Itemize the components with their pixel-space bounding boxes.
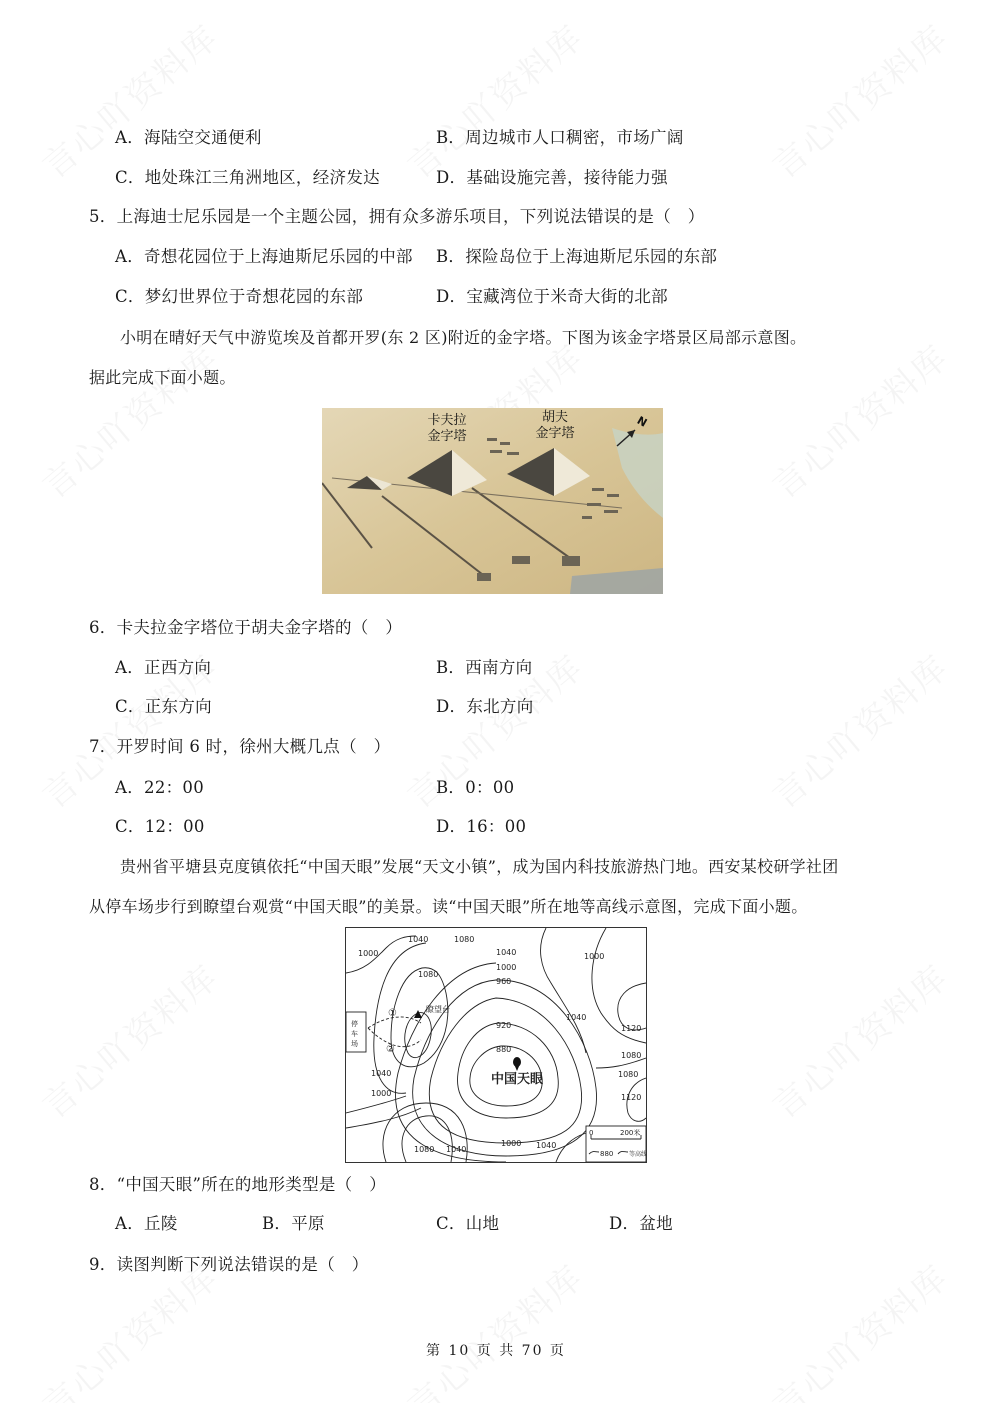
watermark [760, 951, 957, 1127]
watermark [760, 1251, 957, 1403]
passage-pyramid-line1: 小明在晴好天气中游览埃及首都开罗(东 2 区)附近的金字塔。下图为该金字塔景区局部示意图。 [120, 328, 807, 347]
q4-option-c: C．地处珠江三角洲地区，经济发达 [115, 168, 380, 187]
watermark [30, 951, 227, 1127]
svg-text:1120: 1120 [621, 1024, 642, 1033]
svg-text:1080: 1080 [621, 1051, 642, 1060]
q4-option-d: D．基础设施完善，接待能力强 [436, 168, 668, 187]
watermark [760, 331, 957, 507]
watermark [760, 11, 957, 187]
passage-pyramid-line2: 据此完成下面小题。 [89, 368, 236, 387]
svg-text:N: N [634, 413, 650, 430]
page-footer: 第 10 页 共 70 页 [426, 1343, 566, 1359]
scale-zero: 0 [589, 1129, 594, 1137]
q8-option-c: C．山地 [436, 1214, 500, 1233]
svg-text:1040: 1040 [566, 1013, 587, 1022]
q4-option-b: B．周边城市人口稠密，市场广阔 [436, 128, 684, 147]
q5-stem: 5．上海迪士尼乐园是一个主题公园，拥有众多游乐项目，下列说法错误的是（ ） [89, 207, 705, 226]
svg-text:1080: 1080 [418, 970, 439, 979]
pyramid-illustration [322, 408, 663, 594]
parking-label-2: 车 [351, 1030, 358, 1038]
khufu-label-line1: 胡夫 [541, 410, 569, 425]
q7-option-c: C．12：00 [115, 817, 205, 836]
watermark [395, 11, 592, 187]
q8-option-a: A．丘陵 [115, 1214, 178, 1233]
q8-option-b: B．平原 [262, 1214, 325, 1233]
svg-text:1040: 1040 [496, 948, 517, 957]
legend-contour-value: 880 [600, 1150, 614, 1158]
contour-map [345, 927, 647, 1163]
khafre-label-line2: 金字塔 [427, 429, 467, 444]
q5-option-a: A．奇想花园位于上海迪斯尼乐园的中部 [115, 247, 413, 266]
khufu-label-line2: 金字塔 [535, 426, 575, 441]
route-2-label: ② [386, 1044, 395, 1055]
fast-label: 中国天眼 [490, 1072, 544, 1087]
q6-option-b: B．西南方向 [436, 658, 533, 677]
q7-stem: 7．开罗时间 6 时，徐州大概几点（ ） [89, 737, 391, 756]
q7-option-d: D．16：00 [436, 817, 527, 836]
passage-fast-line2: 从停车场步行到瞭望台观赏“中国天眼”的美景。读“中国天眼”所在地等高线示意图，完成下面小题。 [89, 897, 808, 916]
svg-text:1040: 1040 [408, 935, 429, 944]
q5-option-b: B．探险岛位于上海迪斯尼乐园的东部 [436, 247, 718, 266]
q6-option-c: C．正东方向 [115, 697, 212, 716]
svg-text:1000: 1000 [501, 1139, 522, 1148]
q7-option-a: A．22：00 [115, 778, 205, 797]
watermark [395, 1251, 592, 1403]
svg-text:920: 920 [496, 1021, 512, 1030]
svg-text:1120: 1120 [621, 1093, 642, 1102]
passage-fast-line1: 贵州省平塘县克度镇依托“中国天眼”发展“天文小镇”，成为国内科技旅游热门地。西安某校研学社团 [120, 857, 839, 876]
route-1-label: ① [388, 1008, 397, 1019]
scale-end: 200米 [620, 1129, 641, 1137]
svg-text:1080: 1080 [414, 1145, 435, 1154]
svg-text:1040: 1040 [536, 1141, 557, 1150]
q6-option-d: D．东北方向 [436, 697, 534, 716]
lookout-label: 瞭望台 [426, 1005, 450, 1014]
pyramid-figure [322, 408, 663, 594]
watermark [30, 11, 227, 187]
svg-text:1000: 1000 [358, 949, 379, 958]
q4-option-a: A．海陆空交通便利 [115, 128, 262, 147]
khafre-label-line1: 卡夫拉 [427, 413, 467, 428]
svg-text:1000: 1000 [371, 1089, 392, 1098]
q9-stem: 9．读图判断下列说法错误的是（ ） [89, 1255, 369, 1274]
svg-text:1040: 1040 [371, 1069, 392, 1078]
q8-option-d: D．盆地 [609, 1214, 673, 1233]
q5-option-d: D．宝藏湾位于米奇大街的北部 [436, 287, 668, 306]
q5-option-c: C．梦幻世界位于奇想花园的东部 [115, 287, 364, 306]
svg-text:1040: 1040 [446, 1145, 467, 1154]
q8-stem: 8．“中国天眼”所在的地形类型是（ ） [89, 1175, 387, 1194]
svg-text:880: 880 [496, 1045, 512, 1054]
legend-contour-label: 等高线 [629, 1151, 646, 1158]
watermark [760, 641, 957, 817]
watermark [30, 331, 227, 507]
parking-label-1: 停 [351, 1020, 358, 1028]
svg-text:960: 960 [496, 977, 512, 986]
svg-text:1080: 1080 [454, 935, 475, 944]
q6-option-a: A．正西方向 [115, 658, 212, 677]
parking-label-3: 场 [351, 1040, 358, 1048]
svg-text:1000: 1000 [496, 963, 517, 972]
svg-text:1000: 1000 [584, 952, 605, 961]
q7-option-b: B．0：00 [436, 778, 515, 797]
q6-stem: 6．卡夫拉金字塔位于胡夫金字塔的（ ） [89, 618, 403, 637]
svg-text:1080: 1080 [618, 1070, 639, 1079]
